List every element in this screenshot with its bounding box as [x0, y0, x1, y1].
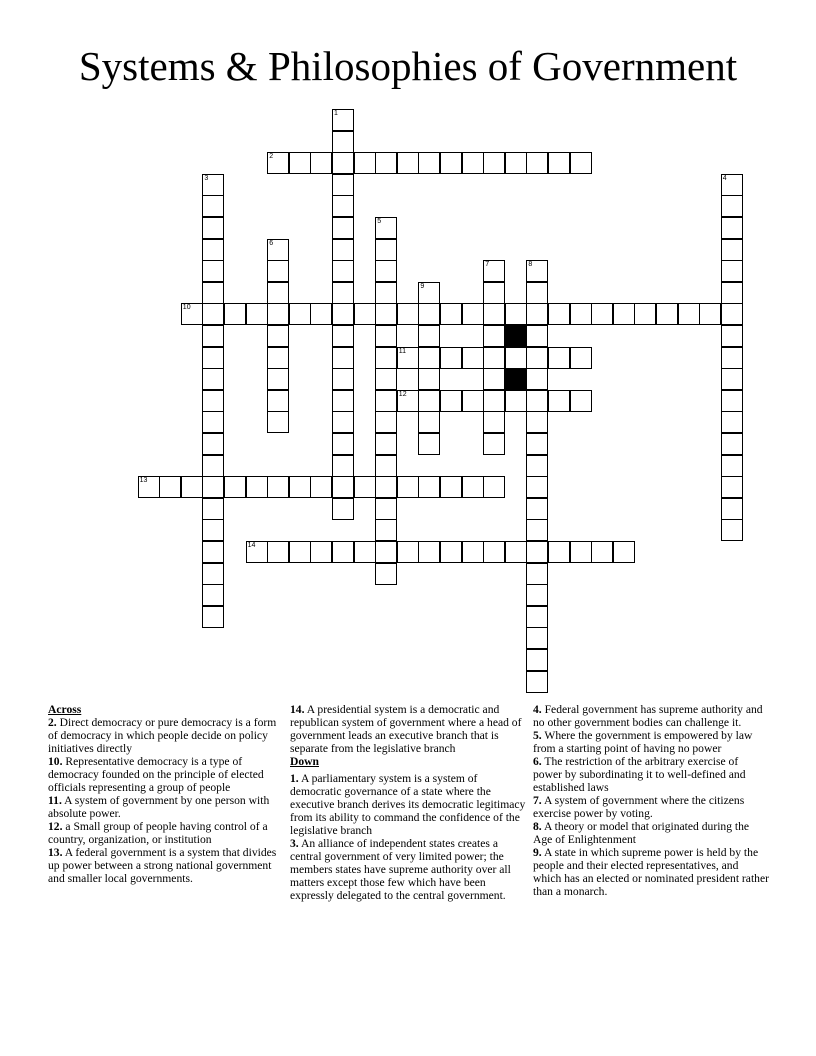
grid-cell[interactable] — [440, 303, 462, 325]
grid-cell[interactable] — [202, 174, 224, 196]
grid-cell[interactable] — [310, 303, 332, 325]
grid-cell[interactable] — [397, 152, 419, 174]
grid-cell[interactable] — [138, 476, 160, 498]
grid-cell[interactable] — [721, 239, 743, 261]
grid-cell[interactable] — [181, 476, 203, 498]
grid-cell[interactable] — [526, 152, 548, 174]
clue-number: 3. — [290, 837, 299, 850]
grid-cell[interactable] — [526, 584, 548, 606]
grid-cell[interactable] — [721, 217, 743, 239]
grid-cell[interactable] — [440, 541, 462, 563]
grid-cell[interactable] — [483, 260, 505, 282]
clue-number: 9. — [533, 846, 542, 859]
grid-cell[interactable] — [202, 455, 224, 477]
grid-cell[interactable] — [483, 368, 505, 390]
grid-cell[interactable] — [375, 519, 397, 541]
clue-text: Where the government is empowered by law from a starting point of having no power — [533, 729, 753, 755]
grid-cell[interactable] — [375, 303, 397, 325]
grid-cell[interactable] — [526, 390, 548, 412]
clue-number-label: 2 — [269, 153, 274, 161]
clue-number: 11. — [48, 794, 62, 807]
clue-down-5 — [533, 729, 769, 755]
grid-cell[interactable] — [375, 455, 397, 477]
clue-number: 12. — [48, 820, 63, 833]
grid-cell[interactable] — [418, 303, 440, 325]
grid-cell[interactable] — [202, 260, 224, 282]
grid-cell[interactable] — [289, 476, 311, 498]
grid-cell[interactable] — [548, 152, 570, 174]
grid-cell[interactable] — [418, 368, 440, 390]
clue-text: Representative democracy is a type of democracy founded on the principle of elected officials representing a group of people — [48, 755, 264, 794]
grid-cell[interactable] — [246, 476, 268, 498]
grid-cell[interactable] — [483, 541, 505, 563]
grid-cell[interactable] — [721, 519, 743, 541]
grid-cell[interactable] — [483, 347, 505, 369]
grid-cell[interactable] — [375, 282, 397, 304]
grid-block — [505, 368, 527, 390]
grid-cell[interactable] — [462, 303, 484, 325]
grid-cell[interactable] — [267, 368, 289, 390]
grid-cell[interactable] — [375, 390, 397, 412]
grid-cell[interactable] — [202, 303, 224, 325]
grid-cell[interactable] — [375, 368, 397, 390]
grid-cell[interactable] — [354, 541, 376, 563]
clue-text: A system of government where the citizens exercise power by voting. — [533, 794, 745, 820]
grid-cell[interactable] — [505, 347, 527, 369]
grid-cell[interactable] — [526, 476, 548, 498]
grid-cell[interactable] — [721, 411, 743, 433]
grid-cell[interactable] — [354, 476, 376, 498]
clue-down-3 — [290, 837, 526, 902]
grid-cell[interactable] — [462, 390, 484, 412]
clue-number-label: 10 — [182, 304, 191, 312]
grid-cell[interactable] — [505, 152, 527, 174]
grid-cell[interactable] — [354, 303, 376, 325]
grid-cell[interactable] — [397, 476, 419, 498]
clue-number-label: 6 — [269, 239, 274, 247]
grid-cell[interactable] — [202, 325, 224, 347]
clue-number-label: 4 — [722, 174, 727, 182]
grid-cell[interactable] — [202, 476, 224, 498]
grid-cell[interactable] — [505, 303, 527, 325]
grid-cell[interactable] — [375, 563, 397, 585]
grid-cell[interactable] — [526, 606, 548, 628]
grid-cell[interactable] — [591, 303, 613, 325]
clue-across-13 — [48, 846, 278, 885]
grid-cell[interactable] — [526, 627, 548, 649]
grid-cell[interactable] — [332, 195, 354, 217]
grid-cell[interactable] — [267, 152, 289, 174]
clue-text: A parliamentary system is a system of democratic governance of a state where the executive branch derives its democratic legitimacy from its ability to command the confidence of the legislative branch — [290, 772, 526, 837]
grid-cell[interactable] — [505, 541, 527, 563]
clue-across-10 — [48, 755, 278, 794]
clue-text: A presidential system is a democratic and republican system of government where a head of government leads an executive branch that is separate from the legislative branch — [290, 703, 522, 755]
grid-cell[interactable] — [202, 411, 224, 433]
down-heading: Down — [290, 755, 319, 768]
clue-number: 14. — [290, 703, 305, 716]
grid-cell[interactable] — [505, 390, 527, 412]
grid-cell[interactable] — [354, 152, 376, 174]
grid-cell[interactable] — [418, 390, 440, 412]
grid-cell[interactable] — [526, 541, 548, 563]
clue-text: Federal government has supreme authority and no other government bodies can challenge it. — [533, 703, 763, 729]
clue-number-label: 7 — [485, 261, 490, 269]
grid-cell[interactable] — [526, 563, 548, 585]
grid-cell[interactable] — [332, 260, 354, 282]
grid-cell[interactable] — [548, 347, 570, 369]
grid-cell[interactable] — [570, 541, 592, 563]
grid-cell[interactable] — [418, 411, 440, 433]
grid-cell[interactable] — [526, 649, 548, 671]
grid-cell[interactable] — [548, 541, 570, 563]
clue-down-6 — [533, 755, 769, 794]
grid-cell[interactable] — [332, 303, 354, 325]
grid-cell[interactable] — [375, 433, 397, 455]
grid-cell[interactable] — [526, 260, 548, 282]
grid-cell[interactable] — [267, 239, 289, 261]
clue-down-7 — [533, 794, 769, 820]
grid-cell[interactable] — [332, 325, 354, 347]
clue-number: 13. — [48, 846, 63, 859]
grid-cell[interactable] — [526, 411, 548, 433]
clue-number: 5. — [533, 729, 542, 742]
grid-cell[interactable] — [202, 390, 224, 412]
grid-cell[interactable] — [375, 152, 397, 174]
grid-cell[interactable] — [332, 476, 354, 498]
clue-across-2 — [48, 716, 278, 755]
grid-cell[interactable] — [289, 152, 311, 174]
grid-cell[interactable] — [202, 239, 224, 261]
grid-cell[interactable] — [462, 541, 484, 563]
grid-cell[interactable] — [332, 498, 354, 520]
grid-cell[interactable] — [375, 411, 397, 433]
grid-cell[interactable] — [332, 217, 354, 239]
grid-cell[interactable] — [332, 541, 354, 563]
grid-cell[interactable] — [526, 282, 548, 304]
grid-cell[interactable] — [267, 390, 289, 412]
clue-down-4 — [533, 703, 769, 729]
clue-text: The restriction of the arbitrary exercise of power by subordinating it to well-defined and established laws — [533, 755, 746, 794]
grid-cell[interactable] — [483, 476, 505, 498]
grid-cell[interactable] — [721, 498, 743, 520]
grid-cell[interactable] — [202, 347, 224, 369]
clue-number: 7. — [533, 794, 542, 807]
grid-cell[interactable] — [202, 606, 224, 628]
grid-cell[interactable] — [267, 325, 289, 347]
grid-cell[interactable] — [202, 195, 224, 217]
grid-cell[interactable] — [375, 260, 397, 282]
clue-number-label: 12 — [398, 390, 407, 398]
grid-cell[interactable] — [202, 541, 224, 563]
clue-number-label: 9 — [420, 282, 425, 290]
grid-cell[interactable] — [699, 303, 721, 325]
clue-text: Direct democracy or pure democracy is a form of democracy in which people decide on policy initiatives directly — [48, 716, 277, 755]
grid-cell[interactable] — [397, 303, 419, 325]
clue-number: 4. — [533, 703, 542, 716]
clue-number: 10. — [48, 755, 63, 768]
grid-cell[interactable] — [721, 368, 743, 390]
grid-cell[interactable] — [440, 476, 462, 498]
grid-cell[interactable] — [267, 260, 289, 282]
grid-cell[interactable] — [721, 433, 743, 455]
grid-cell[interactable] — [483, 411, 505, 433]
grid-cell[interactable] — [418, 282, 440, 304]
grid-cell[interactable] — [289, 303, 311, 325]
clue-number: 1. — [290, 772, 299, 785]
grid-cell[interactable] — [526, 303, 548, 325]
clue-text: a Small group of people having control of a country, organization, or institution — [48, 820, 268, 846]
across-heading: Across — [48, 703, 82, 716]
grid-cell[interactable] — [418, 476, 440, 498]
grid-cell[interactable] — [634, 303, 656, 325]
grid-cell[interactable] — [375, 476, 397, 498]
grid-cell[interactable] — [267, 411, 289, 433]
clue-down-1 — [290, 772, 526, 837]
grid-cell[interactable] — [462, 152, 484, 174]
grid-cell[interactable] — [375, 498, 397, 520]
grid-cell[interactable] — [202, 498, 224, 520]
grid-cell[interactable] — [202, 433, 224, 455]
grid-cell[interactable] — [721, 195, 743, 217]
grid-cell[interactable] — [721, 260, 743, 282]
grid-cell[interactable] — [310, 152, 332, 174]
grid-cell[interactable] — [483, 282, 505, 304]
grid-cell[interactable] — [332, 347, 354, 369]
grid-cell[interactable] — [224, 476, 246, 498]
grid-cell[interactable] — [570, 152, 592, 174]
grid-cell[interactable] — [613, 541, 635, 563]
grid-cell[interactable] — [526, 498, 548, 520]
grid-cell[interactable] — [332, 368, 354, 390]
grid-cell[interactable] — [721, 455, 743, 477]
grid-cell[interactable] — [721, 174, 743, 196]
grid-cell[interactable] — [548, 390, 570, 412]
grid-cell[interactable] — [332, 174, 354, 196]
grid-cell[interactable] — [397, 390, 419, 412]
grid-cell[interactable] — [375, 347, 397, 369]
clue-across-11 — [48, 794, 278, 820]
clue-text: A theory or model that originated during the Age of Enlightenment — [533, 820, 750, 846]
clue-down-9 — [533, 846, 769, 898]
clue-text: A state in which supreme power is held by the people and their elected representatives, and which has an elected or nominated president rather than a monarch. — [533, 846, 769, 898]
grid-cell[interactable] — [483, 152, 505, 174]
grid-cell[interactable] — [440, 152, 462, 174]
grid-cell[interactable] — [721, 347, 743, 369]
grid-cell[interactable] — [246, 541, 268, 563]
grid-cell[interactable] — [310, 476, 332, 498]
grid-cell[interactable] — [526, 519, 548, 541]
grid-cell[interactable] — [678, 303, 700, 325]
grid-cell[interactable] — [267, 347, 289, 369]
clue-number: 8. — [533, 820, 542, 833]
grid-cell[interactable] — [267, 476, 289, 498]
grid-cell[interactable] — [375, 239, 397, 261]
grid-cell[interactable] — [483, 390, 505, 412]
clue-number-label: 3 — [204, 174, 209, 182]
grid-cell[interactable] — [418, 541, 440, 563]
grid-cell[interactable] — [570, 390, 592, 412]
clue-number: 2. — [48, 716, 57, 729]
grid-cell[interactable] — [526, 368, 548, 390]
clue-down-8 — [533, 820, 769, 846]
grid-cell[interactable] — [721, 390, 743, 412]
clue-across-12 — [48, 820, 278, 846]
grid-cell[interactable] — [548, 303, 570, 325]
grid-cell[interactable] — [332, 433, 354, 455]
grid-cell[interactable] — [181, 303, 203, 325]
grid-cell[interactable] — [397, 347, 419, 369]
grid-cell[interactable] — [418, 433, 440, 455]
grid-cell[interactable] — [202, 519, 224, 541]
grid-cell[interactable] — [721, 476, 743, 498]
clue-number: 6. — [533, 755, 542, 768]
grid-cell[interactable] — [721, 282, 743, 304]
clue-across-14 — [290, 703, 526, 755]
grid-cell[interactable] — [721, 325, 743, 347]
grid-cell[interactable] — [483, 433, 505, 455]
grid-cell[interactable] — [159, 476, 181, 498]
grid-cell[interactable] — [483, 303, 505, 325]
grid-cell[interactable] — [375, 325, 397, 347]
clues-column-2 — [290, 703, 526, 902]
grid-cell[interactable] — [462, 347, 484, 369]
grid-cell[interactable] — [375, 217, 397, 239]
page-title: Systems & Philosophies of Government — [78, 43, 738, 89]
grid-cell[interactable] — [332, 109, 354, 131]
grid-cell[interactable] — [526, 347, 548, 369]
clues-column-3 — [533, 703, 769, 898]
grid-cell[interactable] — [397, 541, 419, 563]
grid-cell[interactable] — [418, 347, 440, 369]
grid-cell[interactable] — [613, 303, 635, 325]
grid-cell[interactable] — [332, 411, 354, 433]
grid-cell[interactable] — [526, 325, 548, 347]
grid-cell[interactable] — [440, 347, 462, 369]
grid-cell[interactable] — [418, 325, 440, 347]
clue-text: An alliance of independent states creates a central government of very limited power; the members states have supreme authority over all matters except those few which have been expressly delegated to the central government. — [290, 837, 511, 902]
grid-cell[interactable] — [440, 390, 462, 412]
grid-cell[interactable] — [526, 455, 548, 477]
grid-cell[interactable] — [526, 671, 548, 693]
grid-cell[interactable] — [332, 455, 354, 477]
grid-cell[interactable] — [570, 347, 592, 369]
clue-number-label: 14 — [247, 542, 256, 549]
grid-cell[interactable] — [418, 152, 440, 174]
grid-cell[interactable] — [202, 282, 224, 304]
grid-cell[interactable] — [656, 303, 678, 325]
grid-block — [505, 325, 527, 347]
grid-cell[interactable] — [570, 303, 592, 325]
grid-cell[interactable] — [721, 303, 743, 325]
grid-cell[interactable] — [591, 541, 613, 563]
clues-column-1 — [48, 703, 278, 885]
clue-text: A system of government by one person with absolute power. — [48, 794, 270, 820]
clue-number-label: 5 — [377, 218, 382, 225]
clue-number-label: 8 — [528, 261, 533, 269]
grid-cell[interactable] — [202, 584, 224, 606]
grid-cell[interactable] — [246, 303, 268, 325]
grid-cell[interactable] — [483, 325, 505, 347]
grid-cell[interactable] — [526, 433, 548, 455]
clue-number-label: 1 — [334, 110, 338, 117]
grid-cell[interactable] — [375, 541, 397, 563]
grid-cell[interactable] — [332, 152, 354, 174]
grid-cell[interactable] — [310, 541, 332, 563]
grid-cell[interactable] — [289, 541, 311, 563]
grid-cell[interactable] — [332, 239, 354, 261]
clue-number-label: 11 — [398, 347, 407, 355]
grid-cell[interactable] — [267, 541, 289, 563]
grid-cell[interactable] — [267, 303, 289, 325]
clue-text: A federal government is a system that divides up power between a strong national government and smaller local governments. — [48, 846, 277, 885]
grid-cell[interactable] — [332, 131, 354, 153]
grid-cell[interactable] — [202, 368, 224, 390]
grid-cell[interactable] — [267, 282, 289, 304]
grid-cell[interactable] — [462, 476, 484, 498]
grid-cell[interactable] — [202, 217, 224, 239]
grid-cell[interactable] — [332, 390, 354, 412]
grid-cell[interactable] — [332, 282, 354, 304]
grid-cell[interactable] — [202, 563, 224, 585]
clue-number-label: 13 — [139, 477, 148, 485]
grid-cell[interactable] — [224, 303, 246, 325]
